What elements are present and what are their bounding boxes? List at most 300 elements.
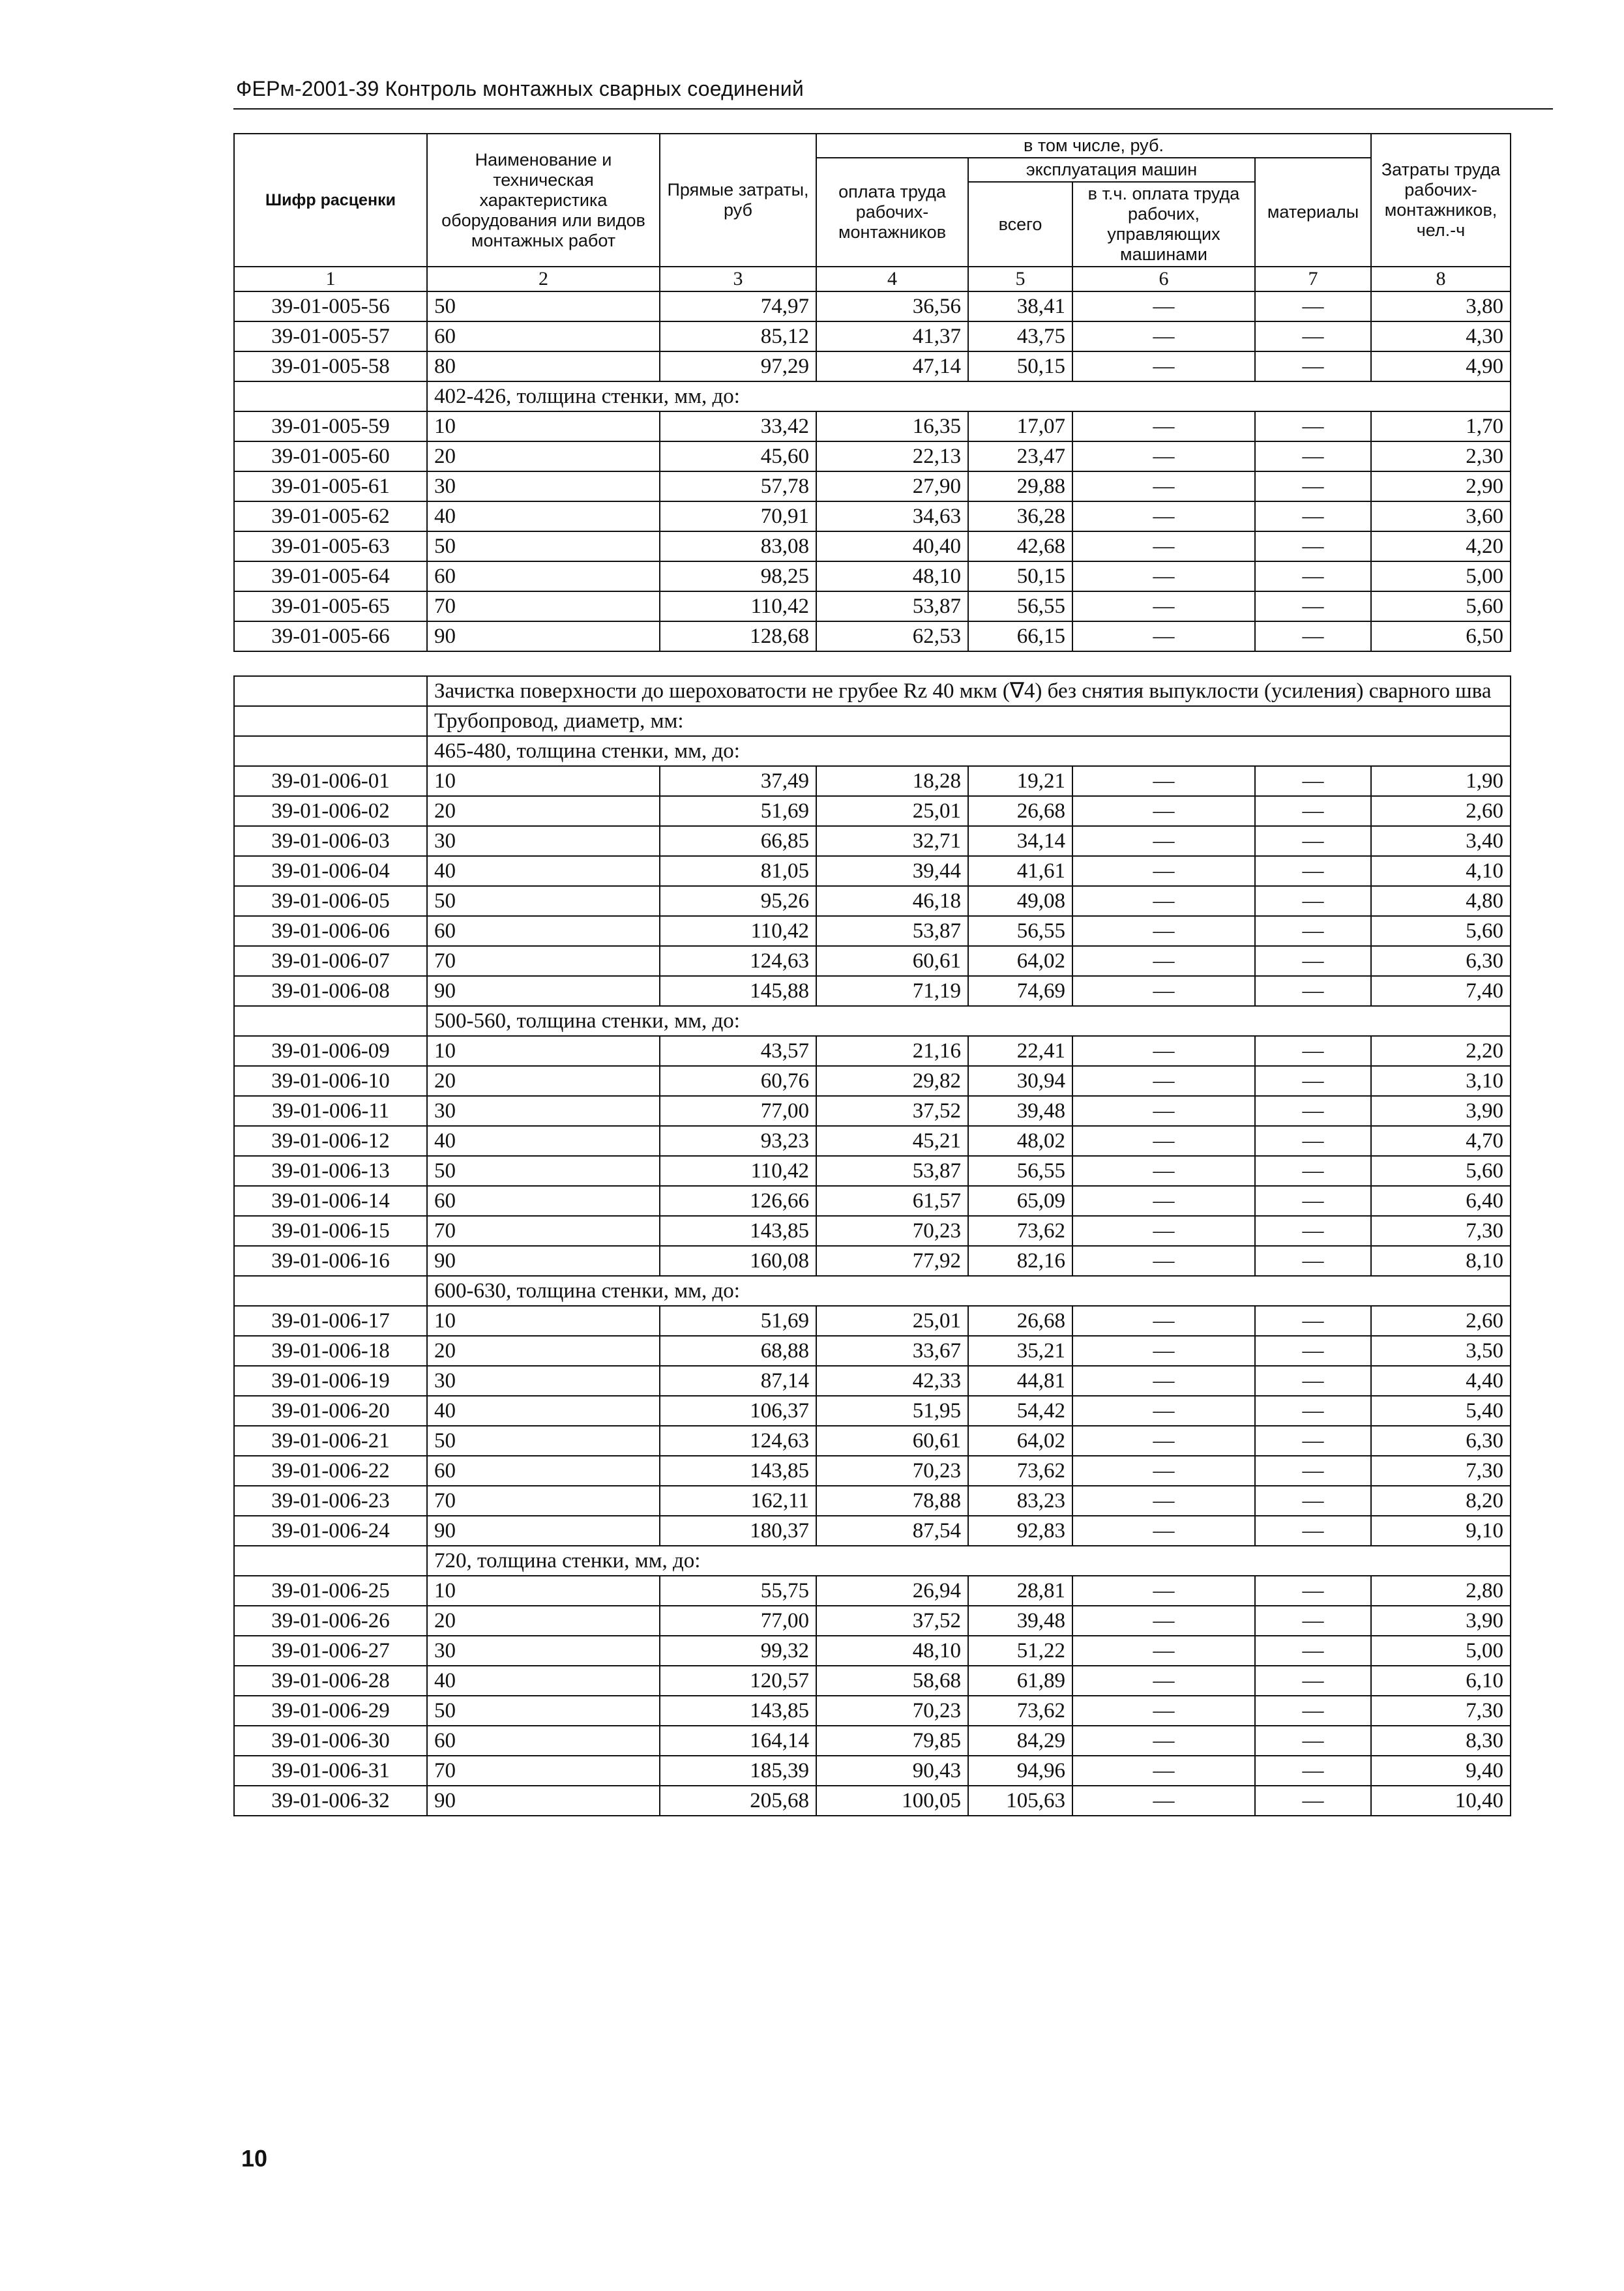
wages-cell: 18,28 <box>816 766 968 796</box>
materials-cell: — <box>1255 946 1371 976</box>
wages-cell: 40,40 <box>816 531 968 561</box>
materials-cell: — <box>1255 1186 1371 1216</box>
materials-cell: — <box>1255 321 1371 351</box>
table-row <box>234 1666 1511 1696</box>
rate-code-cell: 39-01-006-29 <box>234 1696 427 1726</box>
rate-code-cell: 39-01-006-18 <box>234 1336 427 1366</box>
wall-thickness-cell: 60 <box>427 1456 660 1486</box>
wall-thickness-cell: 20 <box>427 1066 660 1096</box>
machines-wages-cell: — <box>1072 531 1255 561</box>
materials-cell: — <box>1255 1576 1371 1606</box>
materials-cell: — <box>1255 1636 1371 1666</box>
table-row <box>234 1636 1511 1666</box>
materials-cell: — <box>1255 796 1371 826</box>
table-row <box>234 796 1511 826</box>
direct-costs-cell: 43,57 <box>660 1036 816 1066</box>
machines-total-cell: 83,23 <box>968 1486 1072 1516</box>
machines-total-cell: 22,41 <box>968 1036 1072 1066</box>
wall-thickness-cell: 80 <box>427 351 660 381</box>
table-row <box>234 1156 1511 1186</box>
machines-total-cell: 54,42 <box>968 1396 1072 1426</box>
wages-cell: 39,44 <box>816 856 968 886</box>
labor-cell: 2,30 <box>1371 441 1511 471</box>
direct-costs-cell: 106,37 <box>660 1396 816 1426</box>
labor-cell: 5,60 <box>1371 916 1511 946</box>
table-row <box>234 1096 1511 1126</box>
labor-cell: 8,20 <box>1371 1486 1511 1516</box>
wall-thickness-cell: 30 <box>427 1366 660 1396</box>
wages-cell: 79,85 <box>816 1726 968 1756</box>
wages-cell: 62,53 <box>816 621 968 651</box>
wages-cell: 33,67 <box>816 1336 968 1366</box>
direct-costs-cell: 57,78 <box>660 471 816 501</box>
labor-cell: 6,30 <box>1371 1426 1511 1456</box>
machines-total-cell: 41,61 <box>968 856 1072 886</box>
direct-costs-cell: 110,42 <box>660 591 816 621</box>
machines-total-cell: 82,16 <box>968 1246 1072 1276</box>
machines-wages-cell: — <box>1072 1756 1255 1786</box>
machines-wages-cell: — <box>1072 1696 1255 1726</box>
machines-wages-cell: — <box>1072 1426 1255 1456</box>
machines-total-cell: 65,09 <box>968 1186 1072 1216</box>
materials-cell: — <box>1255 441 1371 471</box>
wall-thickness-cell: 50 <box>427 1426 660 1456</box>
machines-total-cell: 74,69 <box>968 976 1072 1006</box>
labor-cell: 9,10 <box>1371 1516 1511 1546</box>
wall-thickness-cell: 60 <box>427 321 660 351</box>
rate-code-cell: 39-01-006-30 <box>234 1726 427 1756</box>
wages-cell: 51,95 <box>816 1396 968 1426</box>
machines-total-cell: 38,41 <box>968 291 1072 321</box>
machines-total-cell: 73,62 <box>968 1696 1072 1726</box>
machines-wages-cell: — <box>1072 411 1255 441</box>
direct-costs-cell: 68,88 <box>660 1336 816 1366</box>
wages-cell: 60,61 <box>816 946 968 976</box>
machines-wages-cell: — <box>1072 1666 1255 1696</box>
machines-total-cell: 94,96 <box>968 1756 1072 1786</box>
direct-costs-cell: 85,12 <box>660 321 816 351</box>
materials-cell: — <box>1255 1756 1371 1786</box>
wages-cell: 71,19 <box>816 976 968 1006</box>
table-body <box>234 291 1511 651</box>
direct-costs-cell: 81,05 <box>660 856 816 886</box>
rate-code-cell: 39-01-005-62 <box>234 501 427 531</box>
machines-wages-cell: — <box>1072 291 1255 321</box>
materials-cell: — <box>1255 591 1371 621</box>
labor-cell: 3,10 <box>1371 1066 1511 1096</box>
table-row <box>234 411 1511 441</box>
wall-thickness-cell: 50 <box>427 1696 660 1726</box>
materials-cell: — <box>1255 766 1371 796</box>
machines-total-cell: 61,89 <box>968 1666 1072 1696</box>
machines-total-cell: 44,81 <box>968 1366 1072 1396</box>
direct-costs-cell: 77,00 <box>660 1096 816 1126</box>
machines-wages-cell: — <box>1072 1786 1255 1816</box>
machines-wages-cell: — <box>1072 1636 1255 1666</box>
machines-total-cell: 29,88 <box>968 471 1072 501</box>
wall-thickness-cell: 70 <box>427 946 660 976</box>
wall-thickness-cell: 50 <box>427 1156 660 1186</box>
wall-thickness-cell: 20 <box>427 796 660 826</box>
subheading-row <box>234 1276 1511 1306</box>
wall-thickness-cell: 50 <box>427 291 660 321</box>
table-row <box>234 1366 1511 1396</box>
direct-costs-cell: 124,63 <box>660 1426 816 1456</box>
rates-table-39-01-006 <box>233 675 1511 1816</box>
wages-cell: 78,88 <box>816 1486 968 1516</box>
column-number: 2 <box>427 267 660 291</box>
subheading-row <box>234 1546 1511 1576</box>
machines-total-cell: 51,22 <box>968 1636 1072 1666</box>
direct-costs-cell: 124,63 <box>660 946 816 976</box>
wall-thickness-cell: 30 <box>427 1096 660 1126</box>
rate-code-cell: 39-01-005-65 <box>234 591 427 621</box>
header-wages: оплата труда рабочих-монтажников <box>816 158 968 267</box>
table-row <box>234 1486 1511 1516</box>
wall-thickness-cell: 10 <box>427 766 660 796</box>
wages-cell: 22,13 <box>816 441 968 471</box>
subheading-row <box>234 736 1511 766</box>
rate-code-cell: 39-01-006-14 <box>234 1186 427 1216</box>
wall-thickness-cell: 90 <box>427 1516 660 1546</box>
table-row <box>234 1186 1511 1216</box>
machines-total-cell: 42,68 <box>968 531 1072 561</box>
table-row <box>234 441 1511 471</box>
table-row <box>234 1036 1511 1066</box>
blank-cell <box>234 1546 427 1576</box>
table-row <box>234 501 1511 531</box>
column-number: 6 <box>1072 267 1255 291</box>
direct-costs-cell: 70,91 <box>660 501 816 531</box>
table-row <box>234 591 1511 621</box>
labor-cell: 3,90 <box>1371 1606 1511 1636</box>
machines-wages-cell: — <box>1072 1216 1255 1246</box>
subheading: 500-560, толщина стенки, мм, до: <box>427 1006 1511 1036</box>
labor-cell: 3,50 <box>1371 1336 1511 1366</box>
machines-wages-cell: — <box>1072 441 1255 471</box>
subheading: 402-426, толщина стенки, мм, до: <box>427 381 1511 411</box>
table-row <box>234 946 1511 976</box>
wages-cell: 21,16 <box>816 1036 968 1066</box>
header-labor: Затраты труда рабочих-монтажников, чел.-ч <box>1371 134 1511 267</box>
machines-wages-cell: — <box>1072 1186 1255 1216</box>
wall-thickness-cell: 10 <box>427 411 660 441</box>
labor-cell: 2,60 <box>1371 796 1511 826</box>
wages-cell: 48,10 <box>816 1636 968 1666</box>
table-row <box>234 766 1511 796</box>
wall-thickness-cell: 40 <box>427 1126 660 1156</box>
wages-cell: 58,68 <box>816 1666 968 1696</box>
machines-total-cell: 26,68 <box>968 1306 1072 1336</box>
wages-cell: 53,87 <box>816 1156 968 1186</box>
rate-code-cell: 39-01-006-24 <box>234 1516 427 1546</box>
machines-wages-cell: — <box>1072 471 1255 501</box>
wall-thickness-cell: 10 <box>427 1576 660 1606</box>
direct-costs-cell: 99,32 <box>660 1636 816 1666</box>
machines-total-cell: 49,08 <box>968 886 1072 916</box>
rate-code-cell: 39-01-006-17 <box>234 1306 427 1336</box>
machines-wages-cell: — <box>1072 1606 1255 1636</box>
labor-cell: 4,80 <box>1371 886 1511 916</box>
materials-cell: — <box>1255 1666 1371 1696</box>
materials-cell: — <box>1255 1156 1371 1186</box>
machines-total-cell: 64,02 <box>968 1426 1072 1456</box>
header-name: Наименование и техническая характеристика оборудования или видов монтажных работ <box>427 134 660 267</box>
machines-wages-cell: — <box>1072 976 1255 1006</box>
page-number: 10 <box>241 2145 268 2172</box>
wages-cell: 37,52 <box>816 1606 968 1636</box>
direct-costs-cell: 164,14 <box>660 1726 816 1756</box>
direct-costs-cell: 143,85 <box>660 1696 816 1726</box>
rate-code-cell: 39-01-006-07 <box>234 946 427 976</box>
wages-cell: 45,21 <box>816 1126 968 1156</box>
machines-total-cell: 19,21 <box>968 766 1072 796</box>
wages-cell: 42,33 <box>816 1366 968 1396</box>
rate-code-cell: 39-01-006-09 <box>234 1036 427 1066</box>
labor-cell: 5,00 <box>1371 561 1511 591</box>
subheading-row <box>234 381 1511 411</box>
wall-thickness-cell: 60 <box>427 1726 660 1756</box>
rate-code-cell: 39-01-005-66 <box>234 621 427 651</box>
machines-total-cell: 73,62 <box>968 1216 1072 1246</box>
direct-costs-cell: 95,26 <box>660 886 816 916</box>
labor-cell: 2,60 <box>1371 1306 1511 1336</box>
machines-wages-cell: — <box>1072 1456 1255 1486</box>
direct-costs-cell: 185,39 <box>660 1756 816 1786</box>
rate-code-cell: 39-01-006-28 <box>234 1666 427 1696</box>
table-row <box>234 1516 1511 1546</box>
machines-wages-cell: — <box>1072 1036 1255 1066</box>
direct-costs-cell: 205,68 <box>660 1786 816 1816</box>
table-row <box>234 1126 1511 1156</box>
direct-costs-cell: 55,75 <box>660 1576 816 1606</box>
machines-total-cell: 39,48 <box>968 1096 1072 1126</box>
header-direct-costs: Прямые затраты, руб <box>660 134 816 267</box>
labor-cell: 4,40 <box>1371 1366 1511 1396</box>
wall-thickness-cell: 90 <box>427 1246 660 1276</box>
wages-cell: 34,63 <box>816 501 968 531</box>
wall-thickness-cell: 30 <box>427 826 660 856</box>
machines-wages-cell: — <box>1072 591 1255 621</box>
materials-cell: — <box>1255 856 1371 886</box>
materials-cell: — <box>1255 1306 1371 1336</box>
table-row <box>234 1576 1511 1606</box>
table-row <box>234 561 1511 591</box>
machines-wages-cell: — <box>1072 1336 1255 1366</box>
labor-cell: 8,10 <box>1371 1246 1511 1276</box>
rate-code-cell: 39-01-006-03 <box>234 826 427 856</box>
direct-costs-cell: 126,66 <box>660 1186 816 1216</box>
pipeline-heading: Трубопровод, диаметр, мм: <box>427 706 1511 736</box>
labor-cell: 3,60 <box>1371 501 1511 531</box>
rate-code-cell: 39-01-006-22 <box>234 1456 427 1486</box>
rate-code-cell: 39-01-006-21 <box>234 1426 427 1456</box>
table-row <box>234 1456 1511 1486</box>
labor-cell: 4,70 <box>1371 1126 1511 1156</box>
materials-cell: — <box>1255 1726 1371 1756</box>
table-row <box>234 916 1511 946</box>
labor-cell: 7,30 <box>1371 1456 1511 1486</box>
table-row <box>234 351 1511 381</box>
subheading: 465-480, толщина стенки, мм, до: <box>427 736 1511 766</box>
materials-cell: — <box>1255 1246 1371 1276</box>
materials-cell: — <box>1255 1216 1371 1246</box>
wages-cell: 53,87 <box>816 591 968 621</box>
labor-cell: 6,40 <box>1371 1186 1511 1216</box>
direct-costs-cell: 77,00 <box>660 1606 816 1636</box>
rate-code-cell: 39-01-005-64 <box>234 561 427 591</box>
rate-code-cell: 39-01-005-57 <box>234 321 427 351</box>
rate-code-cell: 39-01-006-06 <box>234 916 427 946</box>
header-machines-wages: в т.ч. оплата труда рабочих, управляющих машинами <box>1072 182 1255 267</box>
rate-code-cell: 39-01-006-13 <box>234 1156 427 1186</box>
subheading: 720, толщина стенки, мм, до: <box>427 1546 1511 1576</box>
labor-cell: 2,90 <box>1371 471 1511 501</box>
machines-total-cell: 56,55 <box>968 916 1072 946</box>
wages-cell: 25,01 <box>816 796 968 826</box>
table-title-band <box>234 675 1511 676</box>
materials-cell: — <box>1255 291 1371 321</box>
wages-cell: 27,90 <box>816 471 968 501</box>
subheading: 600-630, толщина стенки, мм, до: <box>427 1276 1511 1306</box>
wages-cell: 37,52 <box>816 1096 968 1126</box>
table-row <box>234 1396 1511 1426</box>
labor-cell: 4,90 <box>1371 351 1511 381</box>
wall-thickness-cell: 20 <box>427 441 660 471</box>
wall-thickness-cell: 10 <box>427 1036 660 1066</box>
table-row <box>234 1786 1511 1816</box>
column-number: 3 <box>660 267 816 291</box>
wages-cell: 61,57 <box>816 1186 968 1216</box>
work-description: Зачистка поверхности до шероховатости не грубее Rz 40 мкм (∇4) без снятия выпуклости (усиления) сварного шва <box>427 676 1511 706</box>
rate-code-cell: 39-01-006-19 <box>234 1366 427 1396</box>
labor-cell: 9,40 <box>1371 1756 1511 1786</box>
wages-cell: 32,71 <box>816 826 968 856</box>
labor-cell: 6,30 <box>1371 946 1511 976</box>
wages-cell: 60,61 <box>816 1426 968 1456</box>
wall-thickness-cell: 50 <box>427 886 660 916</box>
rate-code-cell: 39-01-006-20 <box>234 1396 427 1426</box>
wall-thickness-cell: 70 <box>427 1216 660 1246</box>
machines-wages-cell: — <box>1072 1156 1255 1186</box>
wall-thickness-cell: 60 <box>427 561 660 591</box>
table-row <box>234 321 1511 351</box>
wages-cell: 77,92 <box>816 1246 968 1276</box>
wall-thickness-cell: 70 <box>427 1756 660 1786</box>
running-head: ФЕРм-2001-39 Контроль монтажных сварных соединений <box>236 77 804 100</box>
machines-wages-cell: — <box>1072 1366 1255 1396</box>
labor-cell: 5,60 <box>1371 591 1511 621</box>
rate-code-cell: 39-01-006-27 <box>234 1636 427 1666</box>
machines-wages-cell: — <box>1072 1096 1255 1126</box>
rates-table-39-01-005 <box>233 133 1511 652</box>
machines-total-cell: 64,02 <box>968 946 1072 976</box>
rate-code-cell: 39-01-006-32 <box>234 1786 427 1816</box>
column-number: 4 <box>816 267 968 291</box>
direct-costs-cell: 33,42 <box>660 411 816 441</box>
machines-wages-cell: — <box>1072 1396 1255 1426</box>
rate-code-cell: 39-01-006-31 <box>234 1756 427 1786</box>
wall-thickness-cell: 30 <box>427 1636 660 1666</box>
machines-total-cell: 105,63 <box>968 1786 1072 1816</box>
direct-costs-cell: 60,76 <box>660 1066 816 1096</box>
rate-code-cell: 39-01-006-15 <box>234 1216 427 1246</box>
rate-code-cell: 39-01-006-10 <box>234 1066 427 1096</box>
machines-wages-cell: — <box>1072 916 1255 946</box>
table-row <box>234 886 1511 916</box>
wall-thickness-cell: 60 <box>427 916 660 946</box>
machines-total-cell: 84,29 <box>968 1726 1072 1756</box>
materials-cell: — <box>1255 1396 1371 1426</box>
direct-costs-cell: 162,11 <box>660 1486 816 1516</box>
wages-cell: 70,23 <box>816 1456 968 1486</box>
machines-total-cell: 26,68 <box>968 796 1072 826</box>
machines-total-cell: 30,94 <box>968 1066 1072 1096</box>
table-row <box>234 1306 1511 1336</box>
materials-cell: — <box>1255 1426 1371 1456</box>
wall-thickness-cell: 70 <box>427 1486 660 1516</box>
rate-code-cell: 39-01-005-56 <box>234 291 427 321</box>
materials-cell: — <box>1255 1696 1371 1726</box>
labor-cell: 3,40 <box>1371 826 1511 856</box>
materials-cell: — <box>1255 1036 1371 1066</box>
labor-cell: 10,40 <box>1371 1786 1511 1816</box>
blank-cell <box>234 736 427 766</box>
machines-total-cell: 56,55 <box>968 591 1072 621</box>
header-rule <box>233 108 1553 110</box>
direct-costs-cell: 120,57 <box>660 1666 816 1696</box>
wages-cell: 25,01 <box>816 1306 968 1336</box>
table-row <box>234 1696 1511 1726</box>
machines-total-cell: 35,21 <box>968 1336 1072 1366</box>
table-row <box>234 291 1511 321</box>
direct-costs-cell: 160,08 <box>660 1246 816 1276</box>
machines-total-cell: 73,62 <box>968 1456 1072 1486</box>
labor-cell: 8,30 <box>1371 1726 1511 1756</box>
table-row <box>234 1606 1511 1636</box>
machines-wages-cell: — <box>1072 1066 1255 1096</box>
table-row <box>234 1246 1511 1276</box>
materials-cell: — <box>1255 471 1371 501</box>
rate-code-cell: 39-01-006-05 <box>234 886 427 916</box>
rate-code-cell: 39-01-005-59 <box>234 411 427 441</box>
materials-cell: — <box>1255 351 1371 381</box>
machines-total-cell: 28,81 <box>968 1576 1072 1606</box>
rate-code-cell: 39-01-005-63 <box>234 531 427 561</box>
wall-thickness-cell: 60 <box>427 1186 660 1216</box>
machines-wages-cell: — <box>1072 1246 1255 1276</box>
wages-cell: 90,43 <box>816 1756 968 1786</box>
wages-cell: 48,10 <box>816 561 968 591</box>
wages-cell: 26,94 <box>816 1576 968 1606</box>
table-row <box>234 856 1511 886</box>
machines-total-cell: 17,07 <box>968 411 1072 441</box>
materials-cell: — <box>1255 561 1371 591</box>
wall-thickness-cell: 40 <box>427 1396 660 1426</box>
labor-cell: 4,30 <box>1371 321 1511 351</box>
direct-costs-cell: 37,49 <box>660 766 816 796</box>
direct-costs-cell: 180,37 <box>660 1516 816 1546</box>
rate-code-cell: 39-01-006-02 <box>234 796 427 826</box>
table-row <box>234 471 1511 501</box>
machines-wages-cell: — <box>1072 826 1255 856</box>
direct-costs-cell: 66,85 <box>660 826 816 856</box>
materials-cell: — <box>1255 1366 1371 1396</box>
wages-cell: 41,37 <box>816 321 968 351</box>
column-number: 7 <box>1255 267 1371 291</box>
labor-cell: 2,20 <box>1371 1036 1511 1066</box>
wall-thickness-cell: 40 <box>427 1666 660 1696</box>
